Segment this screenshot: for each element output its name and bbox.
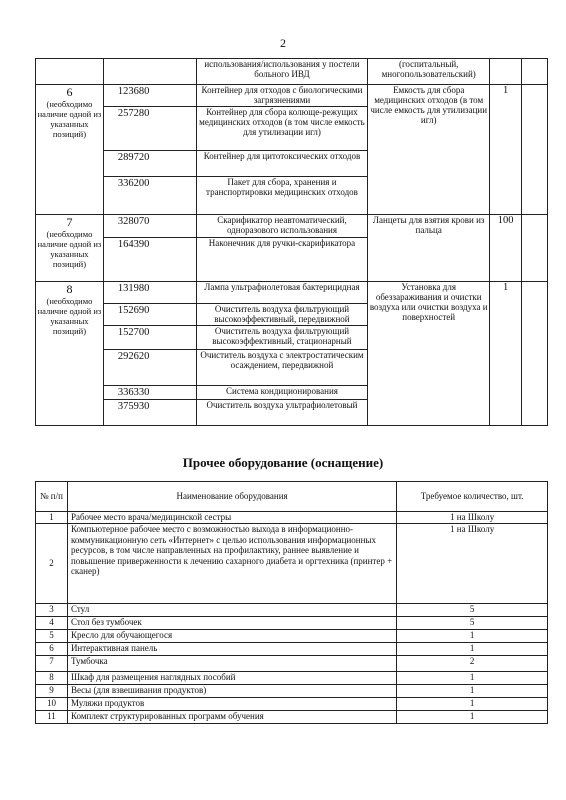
row-quantity: 5 <box>397 604 548 617</box>
empty-cell <box>522 59 548 85</box>
row-quantity: 1 <box>397 711 548 724</box>
function-cell: Ланцеты для взятия крови из пальца <box>368 215 490 282</box>
function-cell: Емкость для сбора медицинских отходов (в том числе емкость для утилизации игл) <box>368 85 490 215</box>
item-name: Контейнер для отходов с биологическими загрязнениями <box>196 85 368 107</box>
table-row <box>36 524 548 604</box>
section-title: Прочее оборудование (оснащение) <box>182 455 384 470</box>
row-name: Рабочее место врача/медицинской сестры <box>67 512 396 524</box>
row-quantity: 1 <box>397 698 548 711</box>
quantity-cell: 1 <box>490 282 522 426</box>
page-number: 2 <box>280 36 286 50</box>
group-note: (необходимо наличие одной из указанных позиций) <box>37 296 102 336</box>
row-name: Муляжи продуктов <box>67 698 396 711</box>
item-code: 328070 <box>103 215 196 238</box>
row-number: 9 <box>36 685 68 698</box>
item-code: 164390 <box>103 238 196 282</box>
table-row <box>36 617 548 630</box>
item-name: Очиститель воздуха фильтрующий высокоэффективный, передвижной <box>196 304 368 326</box>
empty-cell <box>522 282 548 426</box>
other-equipment-table <box>35 481 548 724</box>
item-name: Система кондиционирования <box>196 386 368 400</box>
table-row <box>36 604 548 617</box>
row-number: 8 <box>36 672 68 685</box>
row-name: Интерактивная панель <box>67 643 396 656</box>
empty-cell <box>522 215 548 282</box>
row-quantity: 1 на Школу <box>397 512 548 524</box>
row-quantity: 1 <box>397 685 548 698</box>
item-name: Скарификатор неавтоматический, одноразового использования <box>196 215 368 238</box>
table-row <box>36 512 548 524</box>
table-row <box>36 656 548 672</box>
header-quantity: Требуемое количество, шт. <box>397 482 548 512</box>
row-number: 1 <box>36 512 68 524</box>
group-number-cell <box>36 282 104 426</box>
item-name: Лампа ультрафиолетовая бактерицидная <box>196 282 368 304</box>
empty-cell <box>522 85 548 215</box>
row-number: 10 <box>36 698 68 711</box>
row-name: Комплект структурированных программ обучения <box>67 711 396 724</box>
row-name: Весы (для взвешивания продуктов) <box>67 685 396 698</box>
item-name: Наконечник для ручки-скарификатора <box>196 238 368 282</box>
group-number-cell <box>36 85 104 215</box>
table-row <box>36 685 548 698</box>
group-number-cell <box>36 215 104 282</box>
item-code: 289720 <box>103 151 196 177</box>
group-note: (необходимо наличие одной из указанных позиций) <box>37 99 102 139</box>
row-number: 4 <box>36 617 68 630</box>
row-name: Стул <box>67 604 396 617</box>
row-number: 2 <box>36 524 68 604</box>
item-name: использования/использования у постели больного ИВД <box>196 59 368 85</box>
item-name: Контейнер для сбора колюще-режущих медицинских отходов (в том числе емкость для утилизации игл) <box>196 107 368 151</box>
empty-cell <box>103 59 196 85</box>
item-code: 152700 <box>103 326 196 350</box>
row-quantity: 1 <box>397 672 548 685</box>
item-code: 292620 <box>103 350 196 386</box>
group-note: (необходимо наличие одной из указанных позиций) <box>37 229 102 269</box>
item-code: 131980 <box>103 282 196 304</box>
row-number: 3 <box>36 604 68 617</box>
row-number: 5 <box>36 630 68 643</box>
table-row <box>36 698 548 711</box>
medical-equipment-table <box>35 58 548 426</box>
row-name: Компьютерное рабочее место с возможностью выхода в информационно-коммуникационную сеть «Интернет» с целью использования информационных ресурсов, в том числе направленных на профилактику, раннее выявление и повышение приверженности к лечению сахарного диабета и оргтехника (принтер + сканер) <box>67 524 396 604</box>
item-code: 152690 <box>103 304 196 326</box>
group-number: 6 <box>66 85 73 99</box>
row-number: 6 <box>36 643 68 656</box>
row-number: 7 <box>36 656 68 672</box>
function-cell: (госпитальный, многопользовательский) <box>368 59 490 85</box>
table-row <box>36 643 548 656</box>
row-quantity: 2 <box>397 656 548 672</box>
header-number: № п/п <box>36 482 68 512</box>
row-name: Тумбочка <box>67 656 396 672</box>
item-name: Очиститель воздуха с электростатическим осаждением, передвижной <box>196 350 368 386</box>
item-name: Контейнер для цитотоксических отходов <box>196 151 368 177</box>
item-name: Очиститель воздуха ультрафиолетовый <box>196 400 368 426</box>
row-name: Стол без тумбочек <box>67 617 396 630</box>
header-name: Наименование оборудования <box>67 482 396 512</box>
row-number: 11 <box>36 711 68 724</box>
item-code: 336330 <box>103 386 196 400</box>
row-name: Кресло для обучающегося <box>67 630 396 643</box>
row-quantity: 5 <box>397 617 548 630</box>
item-name: Очиститель воздуха фильтрующий высокоэффективный, стационарный <box>196 326 368 350</box>
table-row <box>36 672 548 685</box>
group-number: 7 <box>66 215 73 229</box>
row-quantity: 1 на Школу <box>397 524 548 604</box>
row-quantity: 1 <box>397 643 548 656</box>
empty-cell <box>36 59 104 85</box>
function-cell: Установка для обеззараживания и очистки воздуха или очистки воздуха и поверхностей <box>368 282 490 426</box>
item-code: 336200 <box>103 177 196 215</box>
quantity-cell: 1 <box>490 85 522 215</box>
row-name: Шкаф для размещения наглядных пособий <box>67 672 396 685</box>
group-number: 8 <box>66 282 73 296</box>
row-quantity: 1 <box>397 630 548 643</box>
item-name: Пакет для сбора, хранения и транспортировки медицинских отходов <box>196 177 368 215</box>
item-code: 257280 <box>103 107 196 151</box>
table-row <box>36 711 548 724</box>
item-code: 375930 <box>103 400 196 426</box>
quantity-cell <box>490 59 522 85</box>
quantity-cell: 100 <box>490 215 522 282</box>
table-row <box>36 630 548 643</box>
item-code: 123680 <box>103 85 196 107</box>
